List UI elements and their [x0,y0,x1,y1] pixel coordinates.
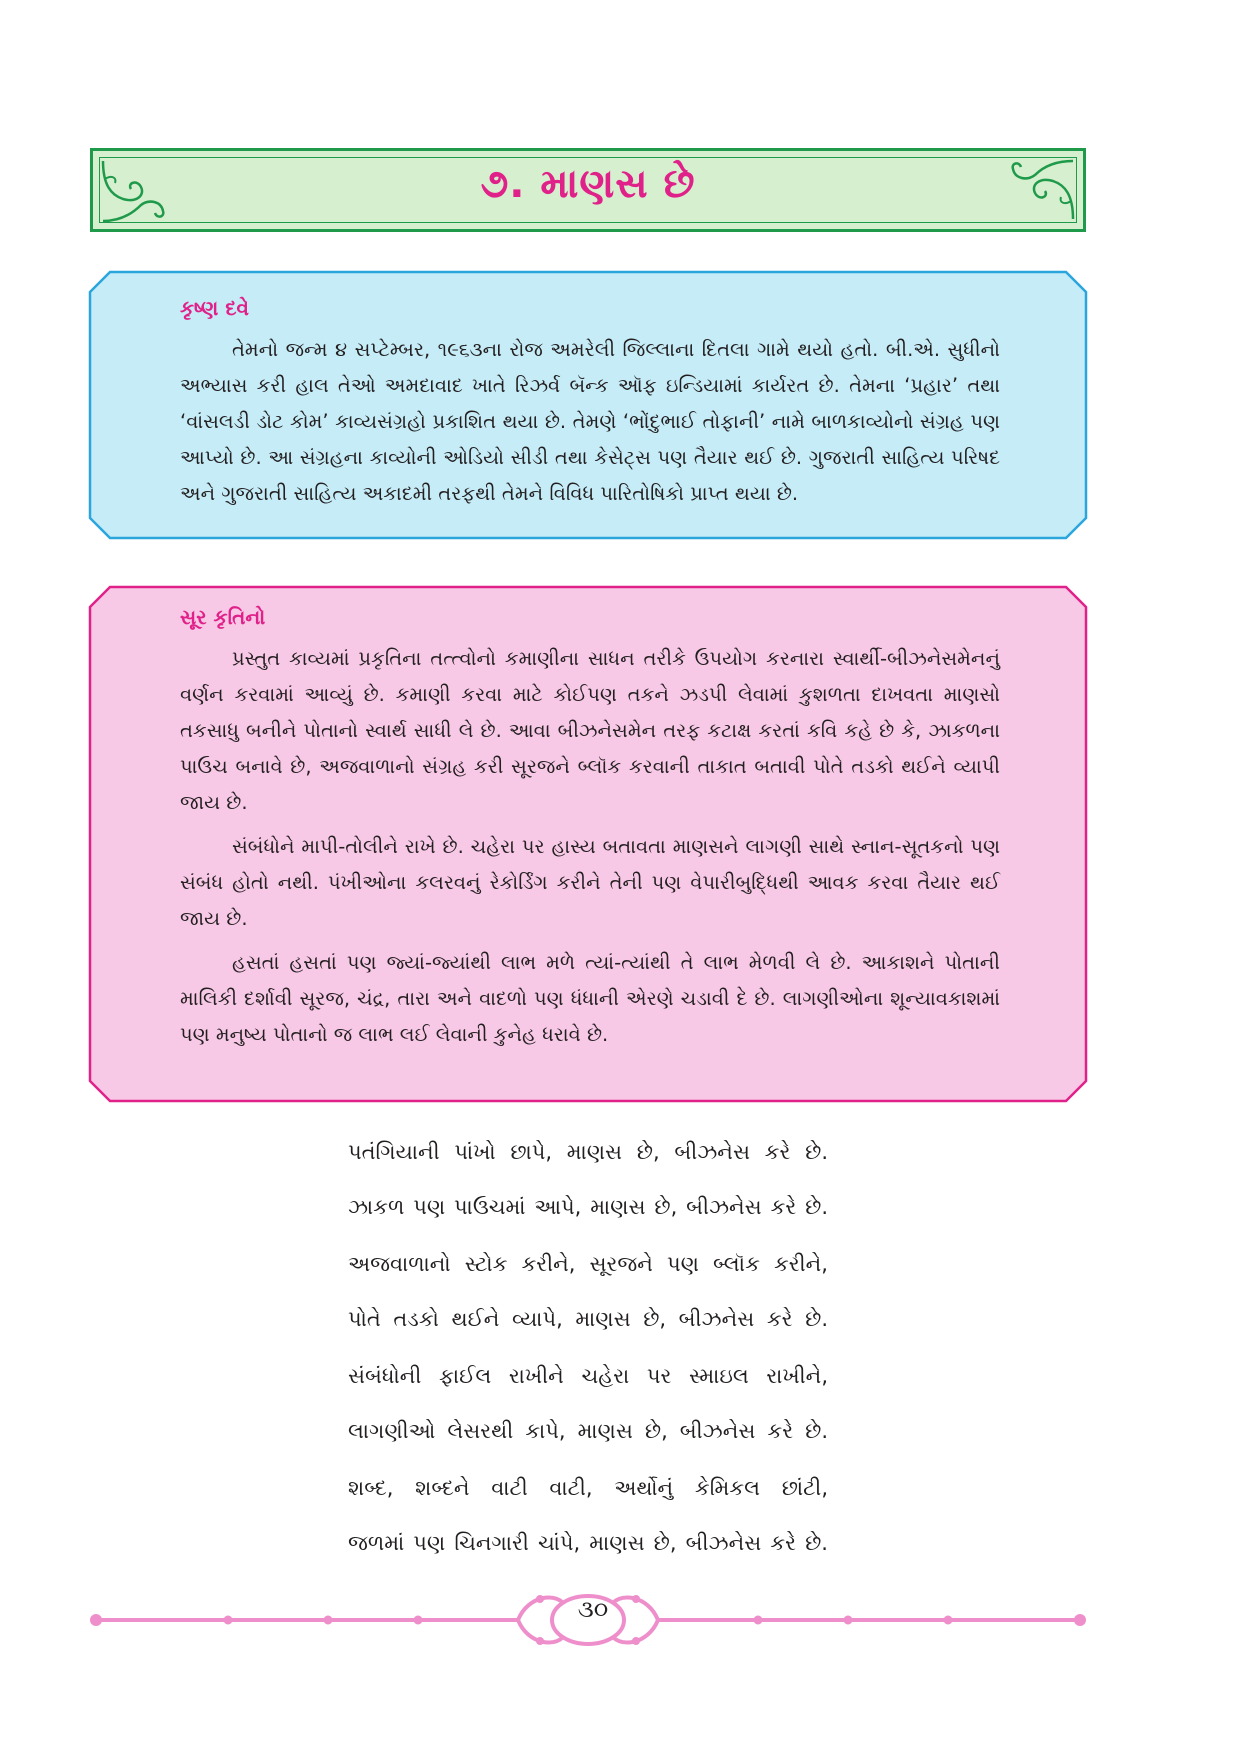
summary-heading: સૂર કૃતિનો [180,605,266,629]
poem-line: પોતે તડકો થઈને વ્યાપે, માણસ છે, બીઝનેસ કરે છે. [348,1307,828,1331]
poem [348,1125,828,1573]
chapter-title-banner [90,148,1086,232]
poem-stanza [348,1125,828,1235]
poem-line: જળમાં પણ ચિનગારી ચાંપે, માણસ છે, બીઝનેસ કરે છે. [348,1531,828,1555]
poem-line: સંબંધોની ફાઈલ રાખીને ચહેરા પર સ્માઇલ રાખીને, [348,1364,828,1388]
chapter-title: ૭. માણસ છે [480,161,696,207]
poem-line: પતંગિયાની પાંખો છાપે, માણસ છે, બીઝનેસ કરે છે. [348,1140,828,1164]
summary-paragraph-1: પ્રસ્તુત કાવ્યમાં પ્રકૃતિના તત્ત્વોનો કમાણીના સાધન તરીકે ઉપયોગ કરનારા સ્વાર્થી-બીઝનેસમેનનું વર્ણન કરવામાં આવ્યું છે. કમાણી કરવા માટે કોઈપણ તકને ઝડપી લેવામાં કુશળતા દાખવતા માણસો તકસાધુ બનીને પોતાનો સ્વાર્થ સાધી લે છે. આવા બીઝનેસમેન તરફ કટાક્ષ કરતાં કવિ કહે છે કે, ઝાકળના પાઉચ બનાવે છે, અજવાળાનો સંગ્રહ કરી સૂરજને બ્લૉક કરવાની તાકાત બતાવી પોતે તડકો થઈને વ્યાપી જાય છે. [180,647,1000,814]
poem-stanza [348,1237,828,1347]
poem-line: અજવાળાનો સ્ટોક કરીને, સૂરજને પણ બ્લૉક કરીને, [348,1252,828,1276]
author-name-heading: કૃષ્ણ દવે [180,296,249,320]
poem-stanza [348,1349,828,1459]
summary-paragraph-2: સંબંધોને માપી-તોલીને રાખે છે. ચહેરા પર હાસ્ય બતાવતા માણસને લાગણી સાથે સ્નાન-સૂતકનો પણ સંબંધ હોતો નથી. પંખીઓના કલરવનું રેકોર્ડિંગ કરીને તેની પણ વેપારીબુદ્ધિથી આવક કરવા તૈયાર થઈ જાય છે. [180,835,1000,930]
poem-line: લાગણીઓ લેસરથી કાપે, માણસ છે, બીઝનેસ કરે છે. [348,1419,828,1443]
author-bio-text [180,332,1000,512]
poem-stanza [348,1461,828,1571]
author-bio-paragraph: તેમનો જન્મ ૪ સપ્ટેમ્બર, ૧૯૬૩ના રોજ અમરેલી જિલ્લાના દિતલા ગામે થયો હતો. બી.એ. સુધીનો અભ્યાસ કરી હાલ તેઓ અમદાવાદ ખાતે રિઝર્વ બૅન્ક ઑફ ઇન્ડિયામાં કાર્યરત છે. તેમના ‘પ્રહાર’ તથા ‘વાંસલડી ડોટ કોમ’ કાવ્યસંગ્રહો પ્રકાશિત થયા છે. તેમણે ‘ભોંદુભાઈ તોફાની’ નામે બાળકાવ્યોનો સંગ્રહ પણ આપ્યો છે. આ સંગ્રહના કાવ્યોની ઓડિયો સીડી તથા કેસેટ્સ પણ તૈયાર થઈ છે. ગુજરાતી સાહિત્ય પરિષદ અને ગુજરાતી સાહિત્ય અકાદમી તરફથી તેમને વિવિધ પારિતોષિકો પ્રાપ્ત થયા છે. [180,338,1000,505]
poem-line: શબ્દ, શબ્દને વાટી વાટી, અર્થોનું કેમિકલ છાંટી, [348,1476,828,1500]
page-number: ૩૦ [577,1595,609,1623]
author-info-box [88,270,1088,540]
summary-box [88,585,1088,1103]
summary-paragraph-3: હસતાં હસતાં પણ જ્યાં-જ્યાંથી લાભ મળે ત્યાં-ત્યાંથી તે લાભ મેળવી લે છે. આકાશને પોતાની માલિકી દર્શાવી સૂરજ, ચંદ્ર, તારા અને વાદળો પણ ધંધાની એરણે ચડાવી દે છે. લાગણીઓના શૂન્યાવકાશમાં પણ મનુષ્ય પોતાનો જ લાભ લઈ લેવાની કુનેહ ધરાવે છે. [180,951,1000,1046]
summary-text [180,641,1000,1053]
poem-line: ઝાકળ પણ પાઉચમાં આપે, માણસ છે, બીઝનેસ કરે છે. [348,1195,828,1219]
